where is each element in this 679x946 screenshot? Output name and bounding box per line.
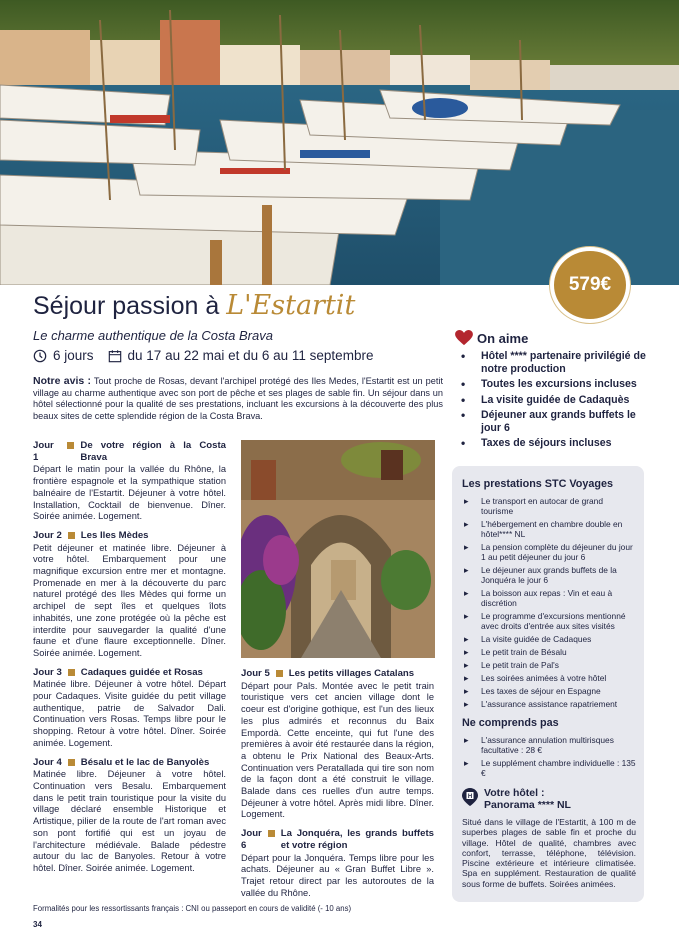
list-item: ▸ La pension complète du déjeuner du jour 1 au petit déjeuner du jour 6: [462, 542, 636, 562]
day-title: Bésalu et le lac de Banyolès: [80, 756, 210, 768]
itinerary-column-left: [33, 440, 226, 882]
day-title: De votre région à la Costa Brava: [80, 440, 226, 463]
day-title: Cadaques guidée et Rosas: [80, 666, 203, 678]
day-heading: [241, 828, 434, 851]
day-text: Départ pour Pals. Montée avec le petit train touristique vers cet ancien village dont le coeur est d'origine gothique, est l'un des lieux les plus admirés et reconnus du Baix Empordà. Cette enceinte, qui fut l'une des premières à avoir été restaurée dans la région, a obtenu le Prix National des Beaux-Arts. Continuation vers Peratallada qui tire son nom de la façon dont a été construit le village. Balade dans ces ruelles d'un autre temps. Déjeuner à votre hôtel. Après midi libre. Dîner. Logement.: [241, 680, 434, 820]
list-item: • Taxes de séjours incluses: [455, 437, 655, 450]
day-label: Jour 2: [33, 529, 62, 541]
on-aime-list: [455, 350, 655, 450]
list-item: ▸ La visite guidée de Cadaques: [462, 634, 636, 644]
list-item: ▸ Le supplément chambre individuelle : 135 €: [462, 758, 636, 778]
list-item: ▸ Les taxes de séjour en Espagne: [462, 686, 636, 696]
day-text: Départ le matin pour la vallée du Rhône, la frontière espagnole et la sympathique station balnéaire de l'Estartit. Déjeuner à votre hôtel. Installation, Cocktail de bienvenue. Dîner. Soirée animée. Logement.: [33, 464, 226, 522]
list-item: ▸ L'hébergement en chambre double en hôtel**** NL: [462, 519, 636, 539]
duration-text: 6 jours: [53, 348, 94, 363]
notice-text: Tout proche de Rosas, devant l'archipel protégé des Iles Medes, l'Estartit est un petit village au charme authentique avec son port de pêche et ses plages de sable fin. Un séjour dans un hôtel sélectionné pour la qualité de ses prestations, incluant les excursions à la découverte des plus beaux sites de cette splendide région de la Costa Brava.: [33, 376, 443, 421]
day-text: Départ pour la Jonquéra. Temps libre pour les achats. Déjeuner au « Gran Buffet Libre ». Trajet retour direct par les autoroutes de la vallée du Rhône.: [241, 852, 434, 898]
hero-photo: [0, 0, 679, 285]
hotel-icon: [462, 788, 478, 806]
not-included-title: Ne comprends pas: [462, 717, 559, 729]
day-heading: [33, 530, 226, 542]
day-2: [33, 530, 226, 660]
day-text: Matinée libre. Déjeuner à votre hôtel. Départ pour Cadaques. Visite guidée du petit village authentique, patrie de Salvador Dali. Continuation vers Rosas. Temps libre pour le shopping. Retour à votre hôtel. Dîner. Soirée animée. Logement.: [33, 679, 226, 748]
day-3: [33, 667, 226, 750]
footer-note: Formalités pour les ressortissants français : CNI ou passeport en cours de validité (- 10 ans): [33, 904, 352, 913]
list-item: • La visite guidée de Cadaquès: [455, 394, 655, 407]
heart-icon: [455, 330, 473, 346]
calendar-icon: [108, 349, 122, 363]
list-item: ▸ Les soirées animées à votre hôtel: [462, 673, 636, 683]
day-heading: [241, 668, 434, 680]
title-text: Séjour passion à: [33, 292, 227, 320]
list-item: ▸ Le déjeuner aux grands buffets de la Jonquéra le jour 6: [462, 565, 636, 585]
page-number: 34: [33, 920, 42, 929]
day-4: [33, 757, 226, 875]
day-1: [33, 440, 226, 523]
day-heading: [33, 757, 226, 769]
day-label: Jour 6: [241, 828, 262, 851]
hotel-description: Situé dans le village de l'Estartit, à 100 m de superbes plages de sable fin et proche du village. Hôtel de qualité, chambres avec confort, terrasse, téléphone, télévision. Piscine extérieure et intérieure climatisée. Spa en supplément. Restauration de qualité sous forme de buffets. Soirées animées.: [462, 817, 636, 889]
day-heading: [33, 667, 226, 679]
hotel-title: [484, 788, 571, 811]
day-title: Les Iles Mèdes: [80, 529, 149, 541]
clock-icon: [33, 349, 47, 363]
not-included-list: [462, 735, 636, 778]
subtitle: Le charme authentique de la Costa Brava: [33, 328, 273, 343]
list-item: ▸ Le programme d'excursions mentionné avec droits d'entrée aux sites visités: [462, 611, 636, 631]
list-item: ▸ Le petit train de Pal's: [462, 660, 636, 670]
hotel-heading: [462, 788, 636, 811]
day-title: La Jonquéra, les grands buffets et votre région: [280, 828, 434, 851]
day-label: Jour 4: [33, 756, 62, 768]
itinerary-column-right: [241, 668, 434, 906]
day-label: Jour 5: [241, 668, 270, 679]
list-item: • Hôtel **** partenaire privilégié de notre production: [455, 350, 655, 375]
price-badge: 579€: [550, 247, 630, 323]
list-item: ▸ Le transport en autocar de grand tourisme: [462, 496, 636, 516]
on-aime-section: [455, 330, 655, 453]
prestations-box: [452, 466, 644, 902]
hotel-name: Panorama **** NL: [484, 798, 571, 811]
list-item: • Toutes les excursions incluses: [455, 378, 655, 391]
prestations-list: [462, 496, 636, 709]
notre-avis: [33, 376, 443, 422]
page-title: [33, 290, 355, 321]
prestations-title: Les prestations STC Voyages: [462, 478, 614, 490]
day-title: Les petits villages Catalans: [288, 668, 415, 679]
list-item: • Déjeuner aux grands buffets le jour 6: [455, 409, 655, 434]
day-5: [241, 668, 434, 821]
list-item: ▸ L'assurance annulation multirisques facultative : 28 €: [462, 735, 636, 755]
day-text: Matinée libre. Déjeuner à votre hôtel. Continuation vers Besalu. Embarquement dans le petit train touristique pour la visite du village déclaré ensemble Historique et Artistique, pilier de la route de l'art roman avec son pont fortifié qui est un joyau de l'architecture médiévale. Balade pédestre autour du lac de Banyoles. Retour à votre hôtel. Dîner. Soirée animée. Logement.: [33, 769, 226, 873]
on-aime-title: On aime: [477, 330, 529, 346]
list-item: ▸ L'assurance assistance rapatriement: [462, 699, 636, 709]
day-label: Jour 3: [33, 666, 62, 678]
title-place: L'Estartit: [226, 290, 356, 321]
list-item: ▸ Le petit train de Bésalu: [462, 647, 636, 657]
day-text: Petit déjeuner et matinée libre. Déjeuner à votre hôtel. Embarquement pour une magnifique excursion entre mer et montagne. Promenade en mer à la découverte du parc naturel protégé des Iles Mèdes qui forme un archipel de sept îles et quelques îlots inhabités, une zone protégée où la pêche est interdite pour sauvegarder la qualité d'une faune et d'une flaure exceptionnelle. Dîner. Soirée animée. Logement.: [33, 542, 226, 658]
list-item: ▸ La boisson aux repas : Vin et eau à discrétion: [462, 588, 636, 608]
day-label: Jour 1: [33, 440, 54, 463]
day-heading: [33, 440, 226, 463]
notice-label: Notre avis :: [33, 375, 92, 387]
svg-text:H: H: [467, 794, 473, 800]
on-aime-heading: [455, 330, 655, 346]
hotel-label: Votre hôtel :: [484, 787, 545, 799]
trip-meta: [33, 348, 373, 363]
village-photo: [241, 440, 435, 658]
dates-text: du 17 au 22 mai et du 6 au 11 septembre: [127, 348, 374, 363]
day-6: [241, 828, 434, 899]
